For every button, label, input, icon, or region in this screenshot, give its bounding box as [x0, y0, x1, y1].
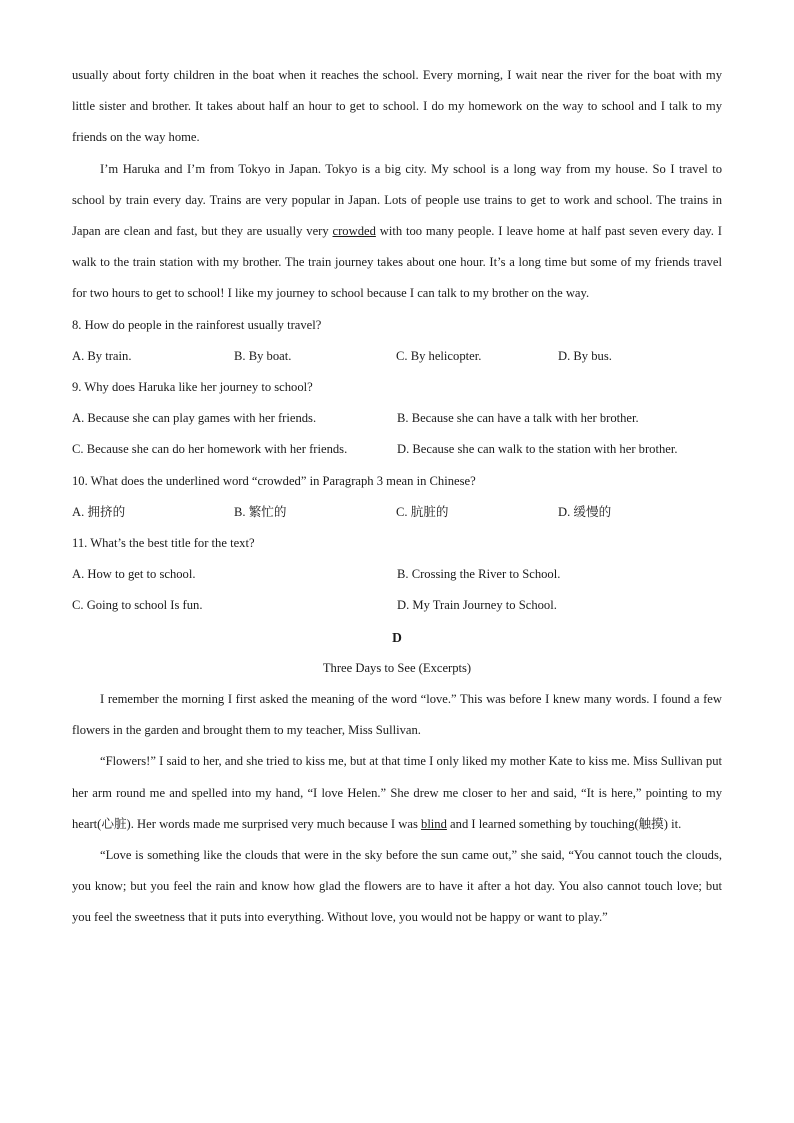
- passage-c-paragraph-3: [72, 154, 722, 310]
- passage-c-paragraph-2-continued: usually about forty children in the boat when it reaches the school. Every morning, I wait near the river for the boat with my little sister and brother. It takes about half an hour to get to school. I do my homework on the way to school and I talk to my friends on the way home.: [72, 68, 722, 145]
- question-8-option-b: B. By boat.: [234, 348, 292, 363]
- question-11-option-d: D. My Train Journey to School.: [397, 598, 557, 613]
- question-11-option-c: C. Going to school Is fun.: [72, 598, 203, 613]
- question-9-option-c: C. Because she can do her homework with her friends.: [72, 442, 348, 457]
- paragraph-2-text-after: and I learned something by touching(触摸) it.: [446, 816, 682, 831]
- question-8-option-c: C. By helicopter.: [396, 348, 482, 363]
- question-10-option-d: D. 缓慢的: [558, 504, 612, 519]
- question-11-option-a: A. How to get to school.: [72, 567, 196, 582]
- question-9-option-d: D. Because she can walk to the station with her brother.: [397, 442, 678, 457]
- question-10-options: [72, 497, 722, 528]
- question-8-stem: 8. How do people in the rainforest usually travel?: [72, 317, 322, 332]
- question-11-options-row-1: [72, 559, 722, 590]
- question-11-stem: 11. What’s the best title for the text?: [72, 536, 255, 551]
- question-9-option-a: A. Because she can play games with her friends.: [72, 411, 317, 426]
- question-9-option-b: B. Because she can have a talk with her brother.: [397, 411, 639, 426]
- question-8-option-d: D. By bus.: [558, 348, 612, 363]
- section-d-paragraph-1: I remember the morning I first asked the meaning of the word “love.” This was before I knew many words. I found a few flowers in the garden and brought them to my teacher, Miss Sullivan.: [72, 692, 722, 738]
- section-d-letter: D: [392, 629, 402, 645]
- question-8-option-a: A. By train.: [72, 348, 132, 363]
- section-d-paragraph-2: [72, 746, 722, 840]
- question-11-options-row-2: [72, 590, 722, 621]
- section-d-title: Three Days to See (Excerpts): [322, 660, 472, 675]
- question-10-stem: 10. What does the underlined word “crowded” in Paragraph 3 mean in Chinese?: [72, 473, 476, 488]
- document-page: [72, 60, 722, 934]
- question-9-stem: 9. Why does Haruka like her journey to school?: [72, 380, 313, 395]
- paragraph-3-text-before: I’m Haruka and I’m from Tokyo in Japan. Tokyo is a big city. My school is a long way from my house. So I travel to school by train every day. Trains are very popular in Japan. Lots of people use trains to get to work and school. The trains in Japan are clean and fast, but they are usually very: [72, 161, 722, 239]
- question-10-option-c: C. 肮脏的: [396, 504, 449, 519]
- paragraph-2-text-before: “Flowers!” I said to her, and she tried to kiss me, but at that time I only liked my mother Kate to kiss me. Miss Sullivan put her arm round me and spelled into my hand, “I love Helen.” She drew me closer to her and said, “It is here,” pointing to my heart(心脏). Her words made me surprised very much because I was: [72, 754, 722, 831]
- underlined-word-blind: blind: [421, 816, 447, 831]
- question-11-option-b: B. Crossing the River to School.: [397, 567, 561, 582]
- question-8-options: [72, 341, 722, 372]
- question-9-options-row-1: [72, 403, 722, 434]
- underlined-word-crowded: crowded: [332, 224, 376, 239]
- section-d-paragraph-3: “Love is something like the clouds that were in the sky before the sun came out,” she said, “You cannot touch the clouds, you know; but you feel the rain and know how glad the flowers are to have it after a hot day. You also cannot touch love; but you feel the sweetness that it puts into everything. Without love, you would not be happy or want to play.”: [72, 848, 722, 925]
- question-10-option-b: B. 繁忙的: [234, 504, 287, 519]
- question-10-option-a: A. 拥挤的: [72, 504, 126, 519]
- paragraph-3-text-after: with too many people. I leave home at half past seven every day. I walk to the train station with my brother. The train journey takes about one hour. It’s a long time but some of my friends travel for two hours to get to school! I like my journey to school because I can talk to my brother on the way.: [72, 224, 722, 301]
- question-9-options-row-2: [72, 434, 722, 465]
